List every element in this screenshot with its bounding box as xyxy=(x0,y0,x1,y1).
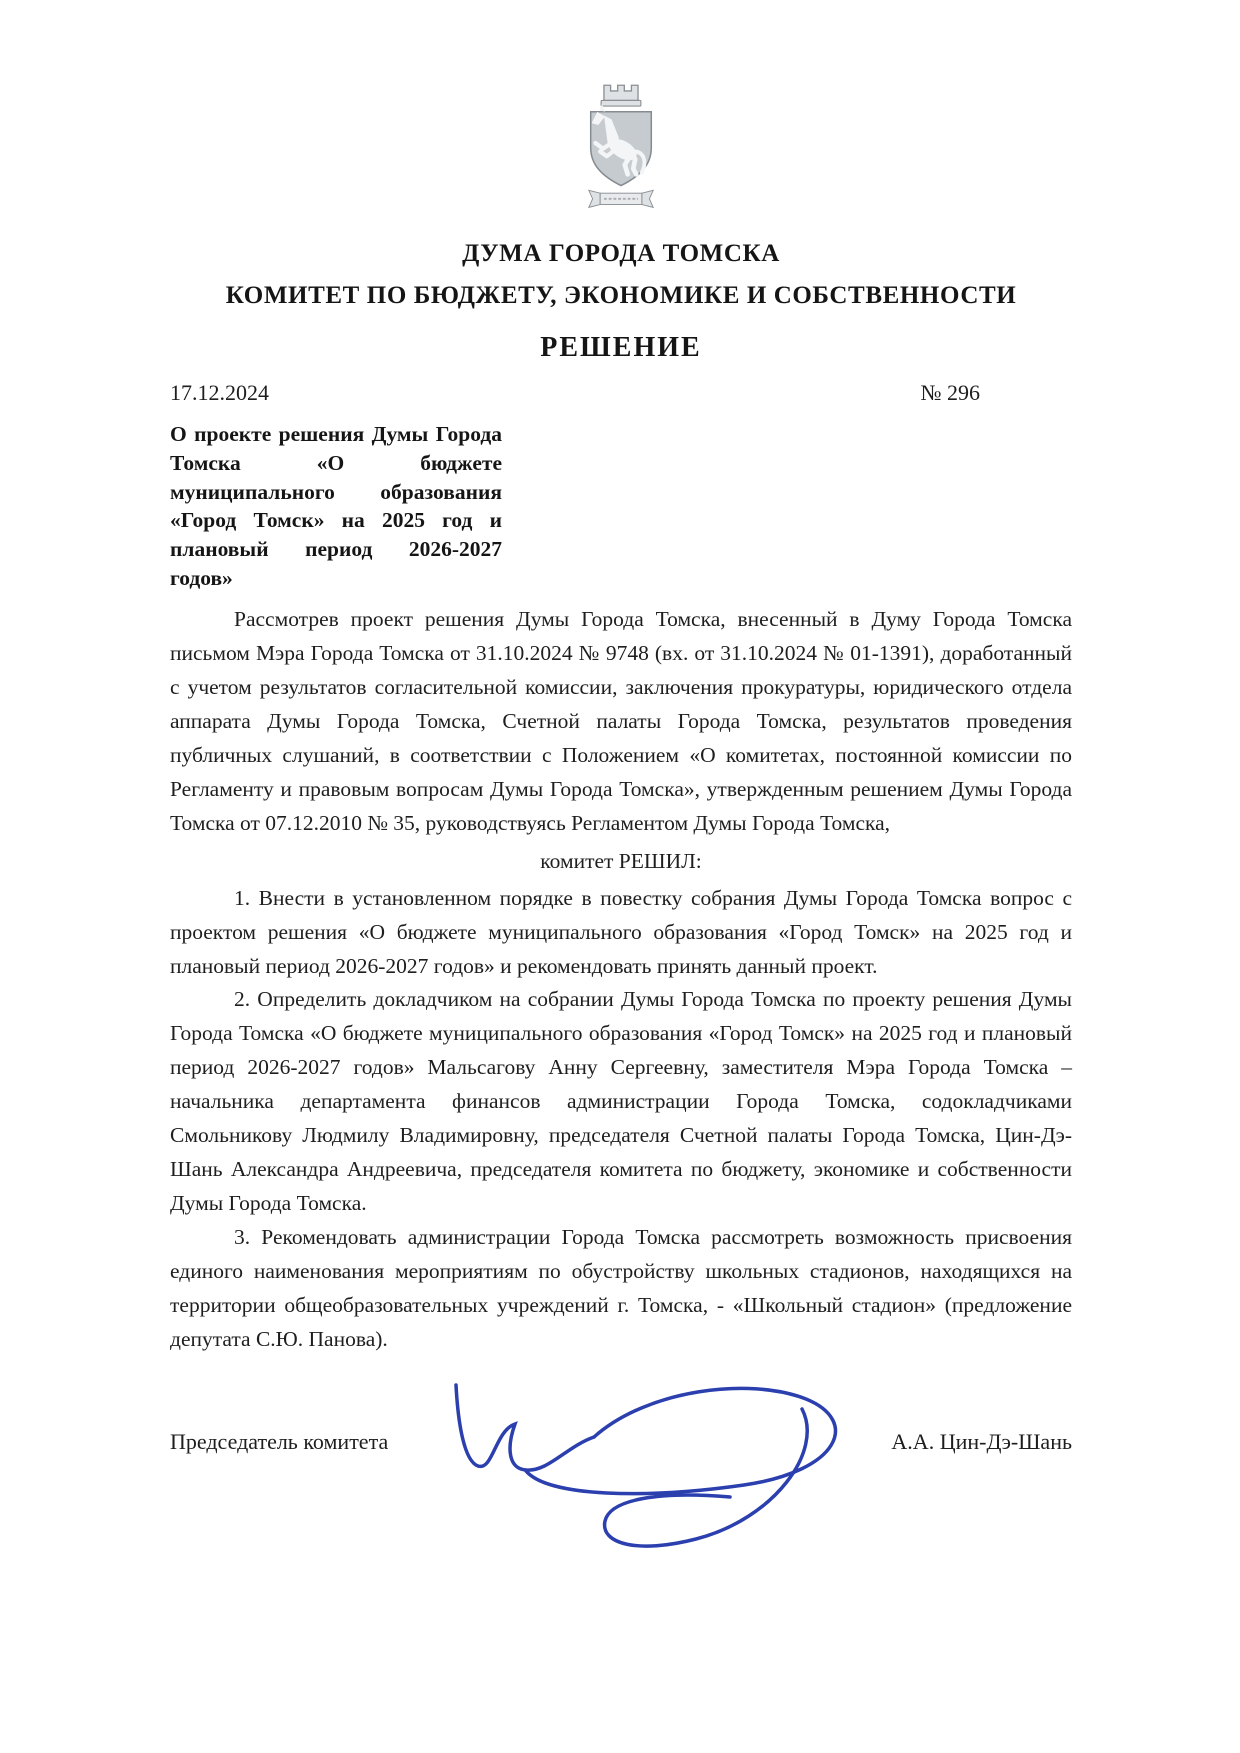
document-number: № 296 xyxy=(920,380,980,405)
signatory-name: А.А. Цин-Дэ-Шань xyxy=(891,1429,1072,1455)
preamble-paragraph: Рассмотрев проект решения Думы Города Томска, внесенный в Думу Города Томска письмом Мэра Города Томска от 31.10.2024 № 9748 (вх. от 31.10.2024 № 01-1391), доработанный с учетом результатов согласительной комиссии, заключения прокуратуры, юридического отдела аппарата Думы Города Томска, Счетной палаты Города Томска, результатов проведения публичных слушаний, в соответствии с Положением «О комитетах, постоянной комиссии по Регламенту и правовым вопросам Думы Города Томска», утвержденным решением Думы Города Томска от 07.12.2010 № 35, руководствуясь Регламентом Думы Города Томска, xyxy=(170,606,1072,835)
document-type-title: РЕШЕНИЕ xyxy=(540,332,702,363)
organization-name: ДУМА ГОРОДА ТОМСКА xyxy=(462,240,780,267)
meta-row xyxy=(170,380,1072,406)
signature-strokes xyxy=(456,1385,835,1546)
crown-base xyxy=(601,100,641,106)
document-date: 17.12.2024 xyxy=(170,380,269,405)
document-subject: О проекте решения Думы Города Томска «О бюджете муниципального образования «Город Томск» на 2025 год и плановый период 2026-2027 годов» xyxy=(170,422,502,590)
ribbon-banner xyxy=(589,190,653,207)
committee-name: КОМИТЕТ ПО БЮДЖЕТУ, ЭКОНОМИКЕ И СОБСТВЕННОСТИ xyxy=(225,282,1017,309)
resolution-item-2: 2. Определить докладчиком на собрании Думы Города Томска по проекту решения Думы Города Томска «О бюджете муниципального образования «Город Томск» на 2025 год и плановый период 2026-2027 годов» Мальсагову Анну Сергеевну, заместителя Мэра Города Томска – начальника департамента финансов администрации Города Томска, содокладчиками Смольникову Людмилу Владимировну, председателя Счетной палаты Города Томска, Цин-Дэ-Шань Александра Андреевича, председателя комитета по бюджету, экономике и собственности Думы Города Томска. xyxy=(170,987,1072,1216)
crown-shape xyxy=(604,85,638,100)
resolution-item-1: 1. Внести в установленном порядке в повестку собрания Думы Города Томска вопрос с проектом решения «О бюджете муниципального образования «Город Томск» на 2025 год и плановый период 2026-2027 годов» и рекомендовать принять данный проект. xyxy=(170,885,1072,978)
coat-of-arms-icon xyxy=(574,72,668,214)
handwritten-signature xyxy=(398,1371,868,1571)
resolution-header: комитет РЕШИЛ: xyxy=(540,848,702,873)
signatory-title: Председатель комитета xyxy=(170,1429,389,1455)
signature-block xyxy=(170,1429,1072,1455)
resolution-item-3: 3. Рекомендовать администрации Города Томска рассмотреть возможность присвоения единого наименования мероприятиям по обустройству школьных стадионов, находящихся на территории общеобразовательных учреждений г. Томска, - «Школьный стадион» (предложение депутата С.Ю. Панова). xyxy=(170,1225,1072,1352)
coat-of-arms xyxy=(170,72,1072,214)
